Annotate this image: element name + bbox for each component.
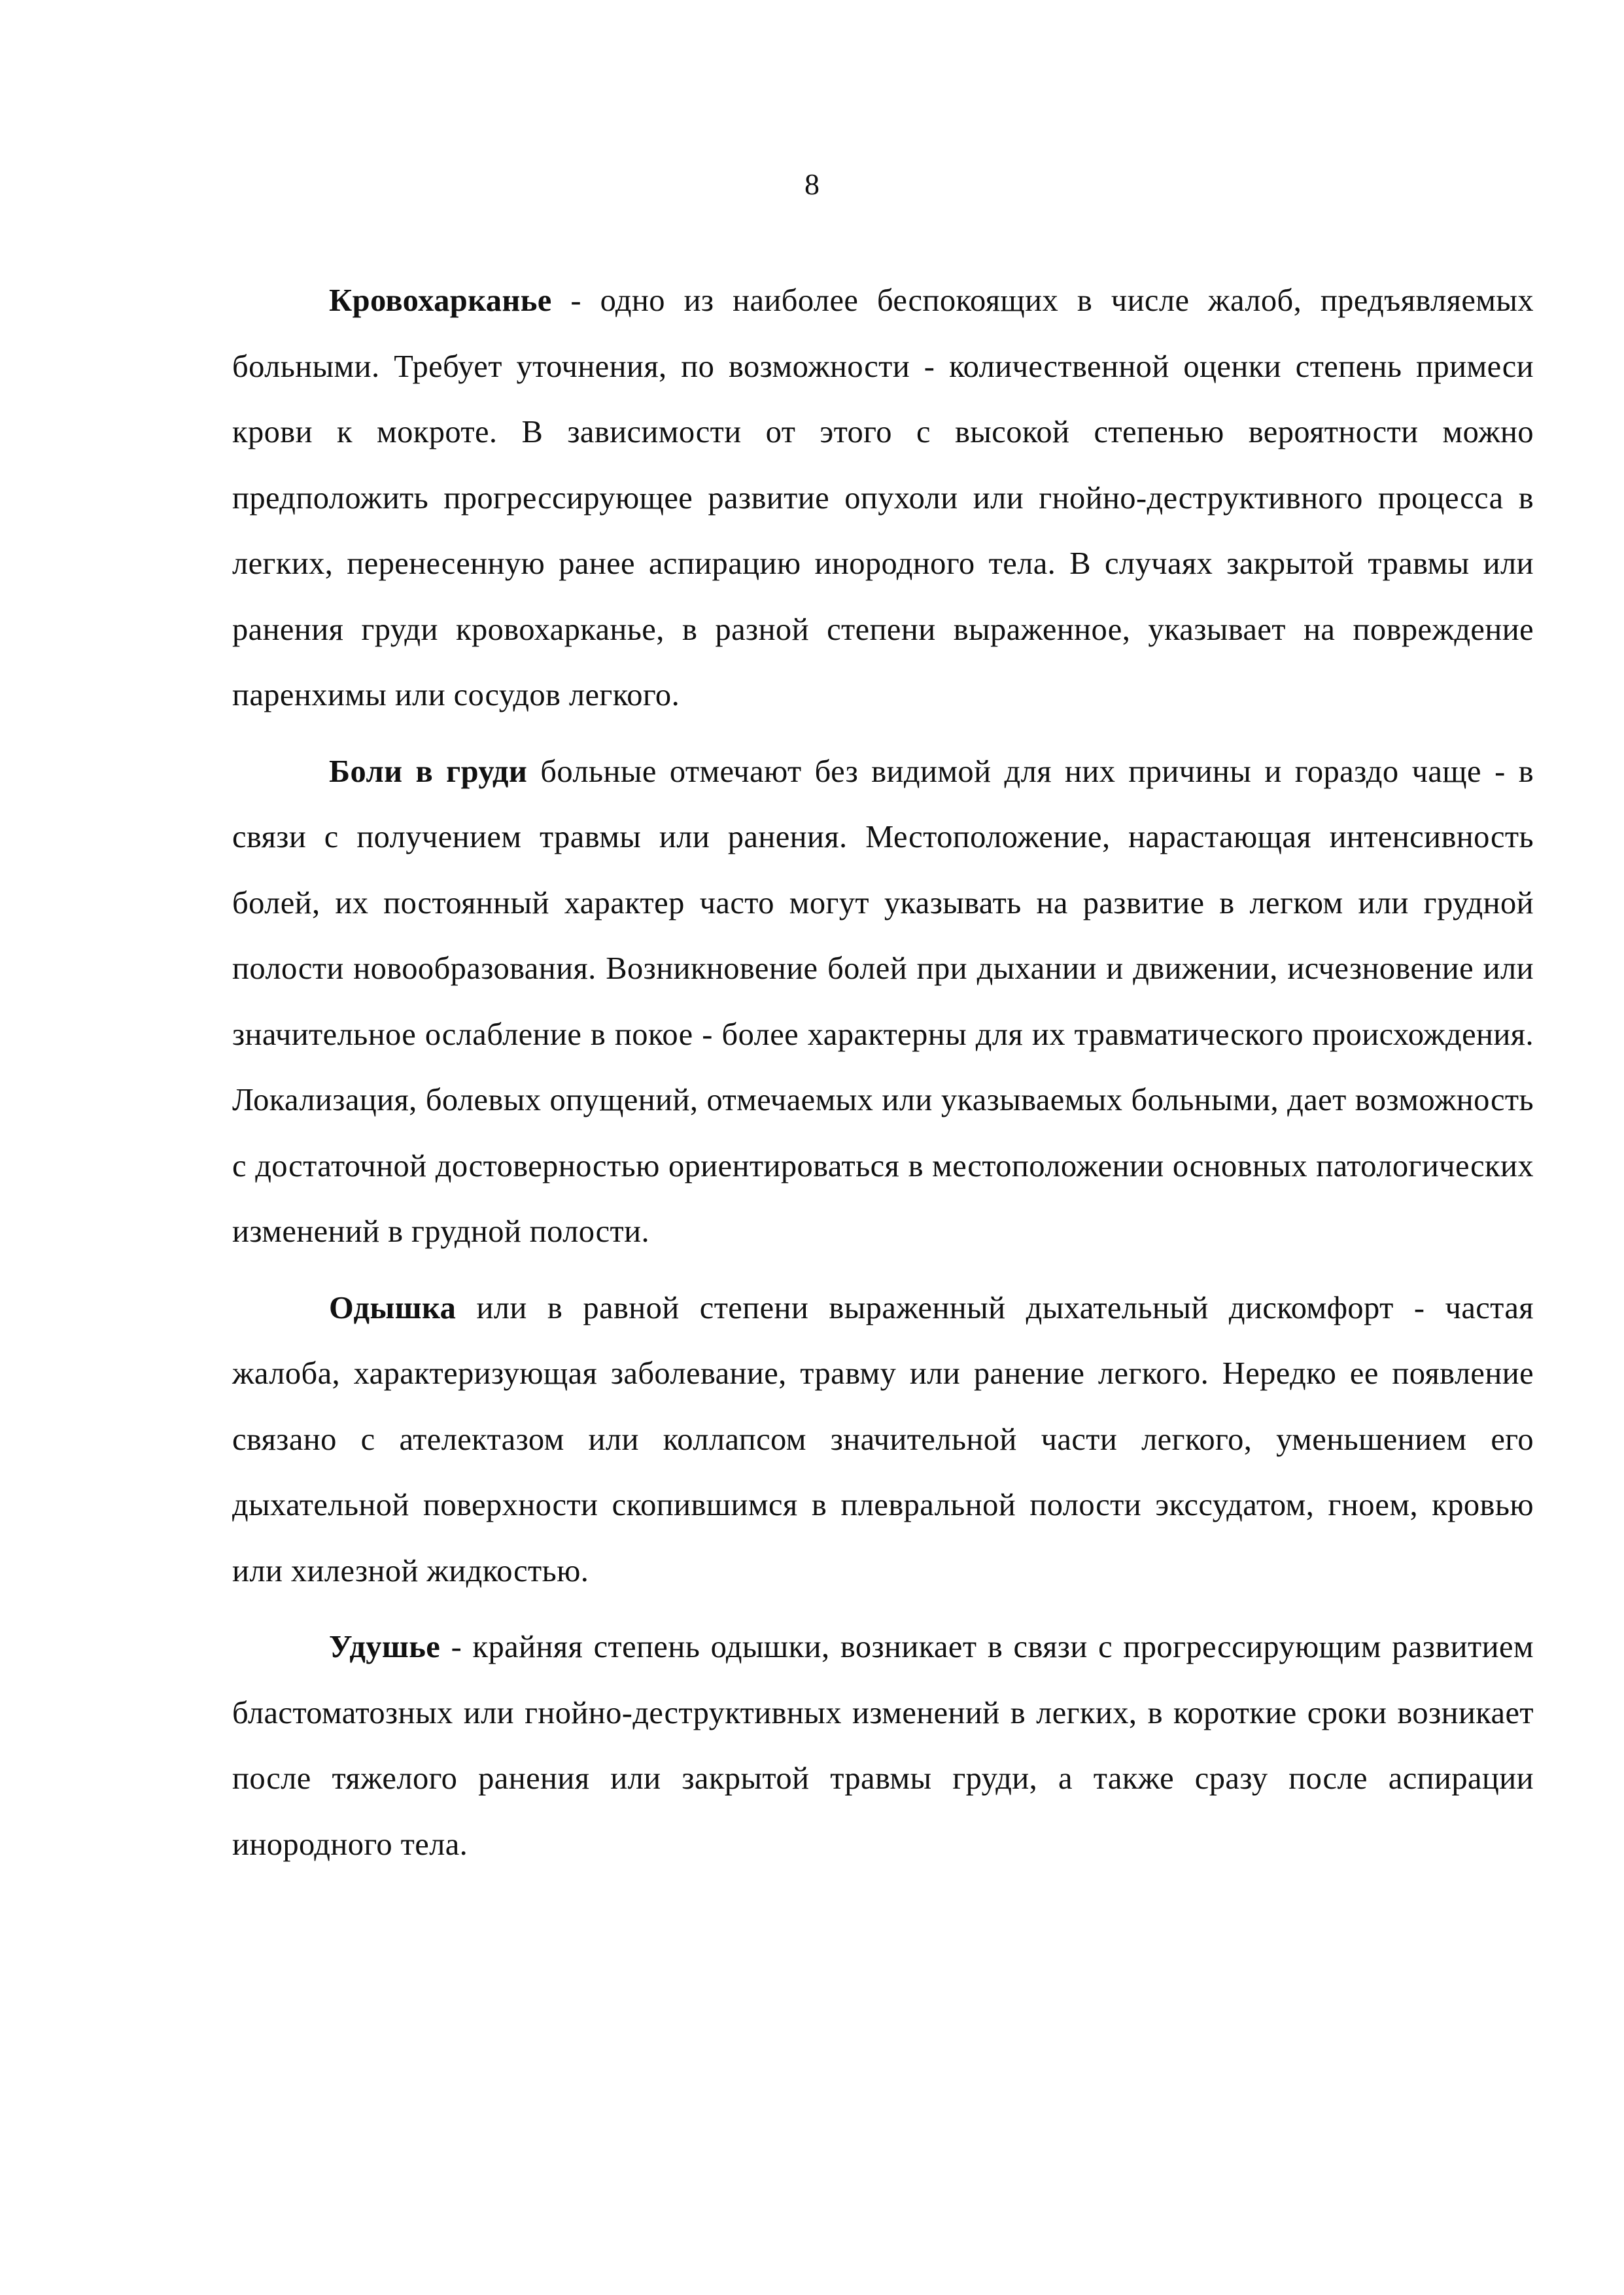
page-number: 8 [804, 167, 820, 201]
paragraph-text: - крайняя степень одышки, возникает в связи с прогрессирующим развитием бластоматозных или гнойно-деструктивных изменений в легких, в короткие сроки возникает после тяжелого ранения или закрытой травмы груди, а также сразу после аспирации инородного тела. [232, 1630, 1534, 1862]
term-suffocation: Удушье [329, 1630, 441, 1664]
term-hemoptysis: Кровохарканье [329, 283, 552, 318]
term-chest-pain: Боли в груди [329, 754, 528, 789]
paragraph-text: - одно из наиболее беспокоящих в числе жалоб, предъявляемых больными. Требует уточнения, по возможности - количественной оценки степень примеси крови к мокроте. В зависимости от этого с высокой степенью вероятности можно предположить прогрессирующее развитие опухоли или гнойно-деструктивного процесса в легких, перенесенную ранее аспирацию инородного тела. В случаях закрытой травмы или ранения груди кровохарканье, в разной степени выраженное, указывает на повреждение паренхимы или сосудов легкого. [232, 283, 1534, 712]
paragraph-chest-pain [232, 739, 1534, 1265]
paragraph-hemoptysis [232, 268, 1534, 729]
paragraph-text: или в равной степени выраженный дыхательный дискомфорт - частая жалоба, характеризующая заболевание, травму или ранение легкого. Нередко ее появление связано с ателектазом или коллапсом значительной части легкого, уменьшением его дыхательной поверхности скопившимся в плевральной полости экссудатом, гноем, кровью или хилезной жидкостью. [232, 1290, 1534, 1588]
paragraph-text: больные отмечают без видимой для них причины и гораздо чаще - в связи с получением травмы или ранения. Местоположение, нарастающая интенсивность болей, их постоянный характер часто могут указывать на развитие в легком или грудной полости новообразования. Возникновение болей при дыхании и движении, исчезновение или значительное ослабление в покое - более характерны для их травматического происхождения. Локализация, болевых опущений, отмечаемых или указываемых больными, дает возможность с достаточной достоверностью ориентироваться в местоположении основных патологических изменений в грудной полости. [232, 754, 1534, 1249]
paragraph-dyspnea [232, 1276, 1534, 1605]
document-body [232, 268, 1534, 1878]
paragraph-suffocation [232, 1615, 1534, 1878]
term-dyspnea: Одышка [329, 1290, 457, 1325]
